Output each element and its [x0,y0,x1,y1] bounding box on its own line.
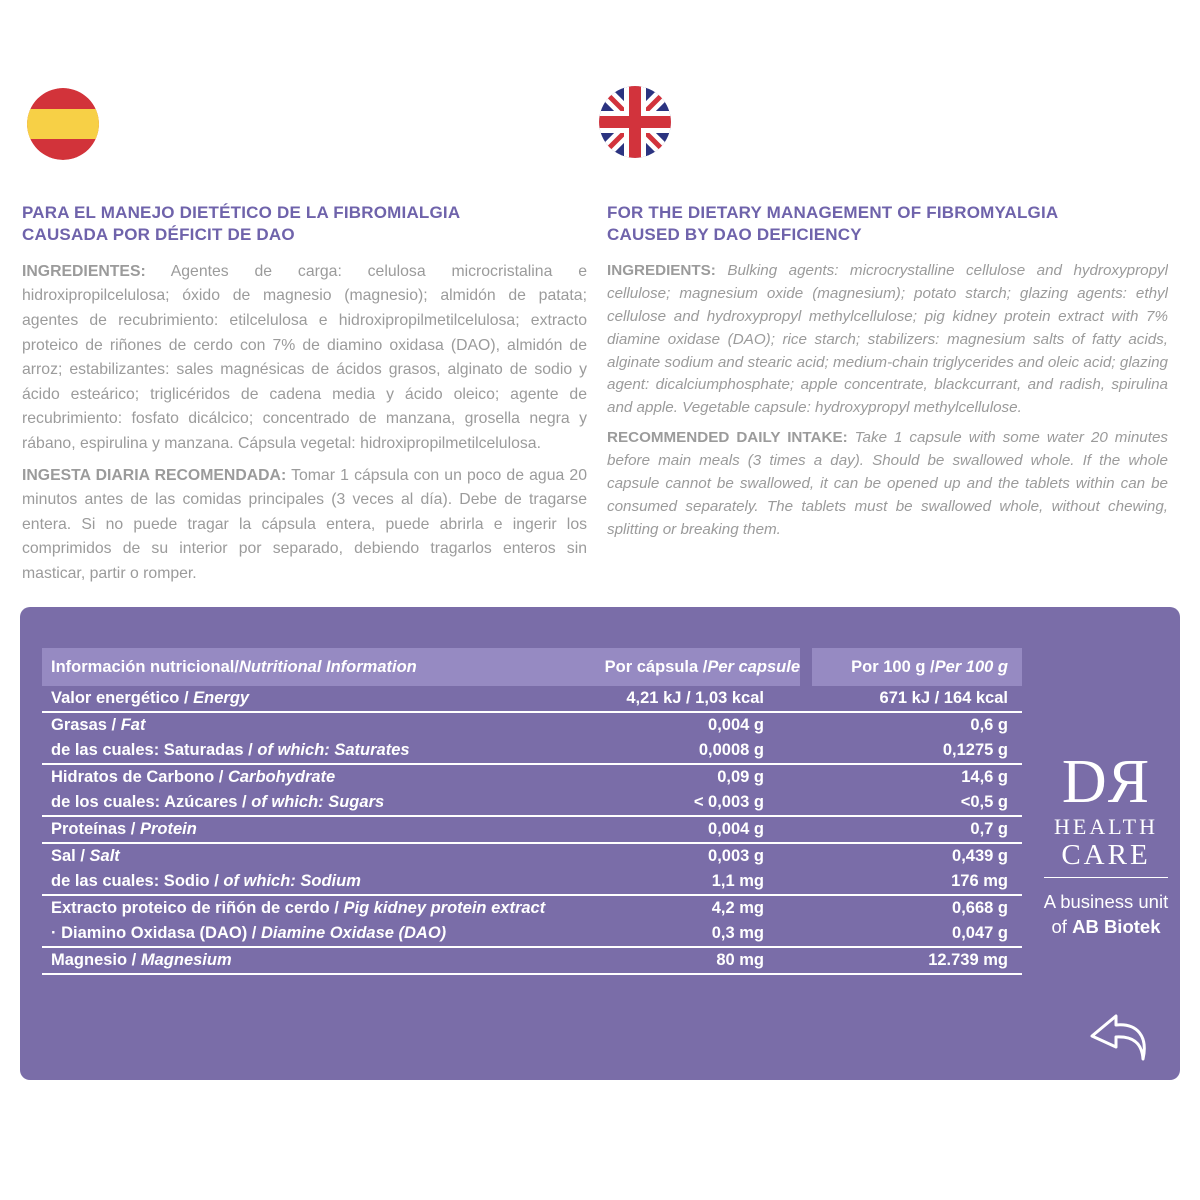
row-per-capsule: 1,1 mg [711,872,764,890]
spanish-intake-text: Tomar 1 cápsula con un poco de agua 20 minutos antes de las comidas principales (3 veces al día). Debe de tragarse entera. Si no puede tragar la cápsula entera, puede abrirla e ingerir los comprimidos de su interior por separado, debiendo tragarlos enteros sin masticar, partir o romper. [22,466,587,582]
spanish-ingredients-label: INGREDIENTES: [22,262,146,280]
logo-ab-biotek: AB Biotek [1072,916,1161,938]
row-label-en: Pig kidney protein extract [343,899,546,917]
logo-word-health: HEALTH [1054,813,1158,839]
english-ingredients-text: Bulking agents: microcrystalline cellulose and hydroxypropyl cellulose; magnesium oxide (magnesium); potato starch; glazing agents: ethyl cellulose and hydroxypropyl methylcellulose; pig kidney protein extract with 7% diamine oxidase (DAO); rice starch; stabilizers: magnesium salts of fatty acids, alginate sodium and stearic acid; medium-chain triglycerides and oleic acid; glazing agent: dicalciumphosphate; apple concentrate, blackcurrant, and radish, spirulina and apple. Vegetable capsule: hydroxypropyl methylcellulose. [607,261,1168,417]
spanish-heading [22,202,587,247]
table-row-fat [42,713,1022,738]
row-label-es: Magnesio / [51,951,141,969]
english-heading-line1: FOR THE DIETARY MANAGEMENT OF FIBROMYALGIA [607,203,1059,222]
row-per-capsule: 4,2 mg [711,899,764,917]
spain-flag-svg [27,88,99,160]
row-per-100g: 671 kJ / 164 kcal [879,689,1008,707]
row-label-es: Proteínas / [51,820,140,838]
row-label-es: Hidratos de Carbono / [51,768,228,786]
row-per-100g: 176 mg [951,872,1008,890]
logo-unit-line1: A business unit [1043,891,1169,913]
header-cell-info [42,648,800,686]
row-per-capsule: 0,3 mg [711,924,764,942]
row-label-en: Energy [193,689,250,707]
row-label-es: Sal / [51,847,90,865]
header-info-en: Nutritional Information [238,657,417,676]
row-per-100g: 0,7 g [970,820,1008,838]
row-label-en: Magnesium [140,951,232,969]
row-per-capsule: 0,0008 g [698,741,764,759]
row-per-100g: 0,668 g [952,899,1008,917]
row-label-es: Extracto proteico de riñón de cerdo / [51,899,344,917]
english-ingredients-label: INGREDIENTS: [607,261,716,279]
table-row-sodium [42,869,1022,894]
uk-flag-svg [599,86,671,158]
row-per-100g: 0,6 g [970,716,1008,734]
row-per-100g: 0,1275 g [942,741,1008,759]
spanish-ingredients-paragraph [22,260,587,457]
row-label-es: de las cuales: Sodio / [51,872,224,890]
logo-unit-line2: of AB Biotek [1051,916,1161,938]
header-cell-per-100g [812,648,1022,686]
row-per-100g: 0,439 g [952,847,1008,865]
row-per-capsule: 0,004 g [708,716,764,734]
english-intake-text: Take 1 capsule with some water 20 minutes before main meals (3 times a day). Should be swallowed whole. If the whole capsule cannot be swallowed, it can be opened up and the tablets within can be consumed separately. The tablets must be swallowed whole, without chewing, splitting or breaking them. [607,429,1168,538]
table-row-sugars [42,790,1022,815]
dr-healthcare-logo [1042,748,1170,940]
nutrition-table-body [42,686,1022,975]
english-intake-paragraph [607,427,1168,542]
nutrition-panel [20,607,1180,1080]
english-heading-line2: CAUSED BY DAO DEFICIENCY [607,225,862,245]
table-separator [42,973,1022,975]
spain-flag-icon [27,88,99,160]
table-row-energy [42,686,1022,711]
uk-flag-icon [599,86,671,158]
spanish-intake-label: INGESTA DIARIA RECOMENDADA: [22,466,287,484]
header-per-capsule-es: Por cápsula / [604,657,708,676]
row-label-en: Salt [89,847,120,865]
row-per-capsule: 0,003 g [708,847,764,865]
curved-reply-arrow-icon [1082,1008,1154,1074]
row-per-capsule: 4,21 kJ / 1,03 kcal [626,689,764,707]
row-label-es: Valor energético / [51,689,194,707]
spanish-heading-line1: PARA EL MANEJO DIETÉTICO DE LA FIBROMIALGIA [22,203,461,222]
row-label-en: of which: Saturates [257,741,410,759]
spanish-ingredients-text: Agentes de carga: celulosa microcristalina e hidroxipropilcelulosa; óxido de magnesio (magnesio); almidón de patata; agentes de recubrimiento: etilcelulosa e hidroxipropilmetilcelulosa; extracto proteico de riñones de cerdo con 7% de diamino oxidasa (DAO), almidón de arroz; estabilizantes: sales magnésicas de ácidos grasos, alginato de sodio y ácido esteárico; triglicéridos de cadena media y ácido oleico; agente de recubrimiento: fosfato dicálcico; concentrado de manzana, grosella negra y rábano, espirulina y manzana. Cápsula vegetal: hidroxipropilmetilcelulosa. [22,262,587,453]
spanish-intake-paragraph [22,464,587,587]
row-label-en: Diamine Oxidase (DAO) [260,924,447,942]
header-per-100g-es: Por 100 g / [851,657,935,676]
logo-divider [1044,877,1168,878]
row-label-en: Fat [120,716,146,734]
row-label-en: Protein [139,820,197,838]
row-per-100g: 14,6 g [961,768,1008,786]
english-column [607,202,1168,604]
nutrition-table [42,648,1022,975]
row-per-100g: 0,047 g [952,924,1008,942]
header-per-100g-en: Per 100 g [934,657,1008,676]
logo-word-care: CARE [1061,838,1151,871]
table-row-carbohydrate [42,765,1022,790]
row-label-en: of which: Sodium [223,872,361,890]
row-label-en: of which: Sugars [251,793,385,811]
row-per-100g: <0,5 g [960,793,1008,811]
table-row-magnesium [42,948,1022,973]
row-label-en: Carbohydrate [227,768,336,786]
table-row-saturates [42,738,1022,763]
row-label-es: · Diamino Oxidasa (DAO) / [51,924,261,942]
row-per-capsule: 0,09 g [717,768,764,786]
table-row-pig-kidney-extract [42,896,1022,921]
table-row-salt [42,844,1022,869]
english-heading [607,202,1168,247]
header-per-capsule-en: Per capsule [707,657,800,676]
header-info-es: Información nutricional/ [51,657,239,676]
spanish-column [22,202,587,604]
spanish-heading-line2: CAUSADA POR DÉFICIT DE DAO [22,225,295,245]
row-per-100g: 12.739 mg [928,951,1008,969]
row-per-capsule: 80 mg [716,951,764,969]
row-label-es: Grasas / [51,716,121,734]
table-row-protein [42,817,1022,842]
english-ingredients-paragraph [607,260,1168,420]
row-label-es: de los cuales: Azúcares / [51,793,252,811]
english-intake-label: RECOMMENDED DAILY INTAKE: [607,429,848,447]
table-row-dao [42,921,1022,946]
nutrition-table-header [42,648,1022,686]
header-gap [800,648,812,686]
row-per-capsule: < 0,003 g [693,793,764,811]
logo-business-unit [1042,890,1170,940]
row-per-capsule: 0,004 g [708,820,764,838]
logo-monogram: DЯ [1061,748,1151,816]
row-label-es: de las cuales: Saturadas / [51,741,258,759]
